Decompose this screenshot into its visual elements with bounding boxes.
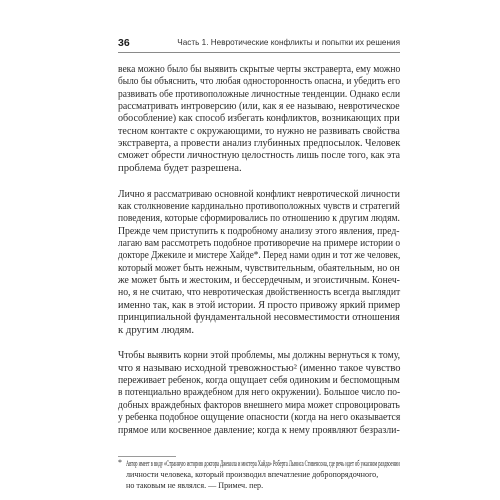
- paragraph-3-line: в потенциально враждебном для него окружении). Большое число по-: [118, 387, 401, 399]
- paragraph-3-line: прямое или косвенное давление; когда к нему проявляют безразли-: [118, 424, 400, 436]
- paragraph-1-line: века можно было бы выявить скрытые черты экстраверта, ему можно: [118, 64, 401, 75]
- header-rule: [118, 52, 400, 53]
- running-title: Часть 1. Невротические конфликты и попытки их решения: [177, 38, 400, 47]
- paragraph-1-line: рассматривать интроверсию (или, как я ее называю, невротическое: [118, 101, 400, 112]
- paragraph-2-line: поведения, которые сформировались по отношению к другим людям.: [118, 213, 400, 225]
- paragraph-1-line: сможет обрести личностную целостность лишь после того, как эта: [118, 150, 401, 162]
- paragraph-2-line: Лично я рассматриваю основной конфликт невротической личности: [118, 188, 400, 200]
- paragraph-3-line: что я называю исходной тревожностью² (именно такое чувство: [118, 362, 401, 374]
- footnote-line: Автор имеет в виду «Странную историю доктора Джекила и мистера Хайда» Роберта Льюиса Стивенсона, где речь идет об ужасном раздвоении: [126, 459, 400, 468]
- paragraph-2-line: к другим людям.: [118, 324, 195, 336]
- paragraph-3-line: переживает ребенок, когда ощущает себя одиноким и беспомощным: [118, 375, 400, 387]
- footnote-rule: [118, 456, 176, 457]
- footnote-marker: *: [118, 458, 122, 467]
- paragraph-1-line: обособление) как способ избегать конфликтов, возникающих при: [118, 113, 400, 125]
- paragraph-1-line: тесном контакте с окружающими, то нужно не развивать свойства: [118, 125, 400, 137]
- paragraph-2-line: же может быть и жестоким, и бессердечным, и эгоистичным. Конеч-: [118, 275, 400, 287]
- page-number: 36: [118, 37, 130, 49]
- paragraph-1-line: развивать обе противоположные личностные тенденции. Однако если: [118, 88, 401, 100]
- paragraph-2-line: который может быть нежным, чувствительным, обаятельным, но он: [118, 262, 400, 274]
- paragraph-2-line: принципиальной фундаментальной несовместимости отношения: [118, 312, 400, 324]
- page-header: [118, 37, 400, 53]
- paragraph-2-line: но, я не считаю, что невротическая двойственность всегда выглядит: [118, 287, 401, 299]
- paragraph-3-line: добных враждебных факторов внешнего мира может спровоцировать: [118, 399, 400, 411]
- paragraph-2-line: докторе Джекиле и мистере Хайде*. Перед нами один и тот же человек,: [118, 250, 401, 262]
- footnote-line: но таковым не являлся. — Примеч. пер.: [126, 481, 264, 490]
- footnote-line: личности человека, который производил впечатление добропорядочного,: [126, 470, 379, 479]
- paragraph-3-line: Чтобы выявить корни этой проблемы, мы должны вернуться к тому,: [118, 350, 401, 362]
- paragraph-3-line: у ребенка подобное ощущение опасности (когда на него оказывается: [118, 412, 401, 424]
- paragraph-1-line: экстраверта, а провести анализ глубинных предпосылок. Человек: [118, 138, 401, 150]
- paragraph-1-line: было бы объяснить, что любая односторонность опасна, и убедить его: [118, 76, 401, 88]
- paragraph-2-line: именно так, как в этой истории. Я просто привожу яркий пример: [118, 299, 401, 311]
- paragraph-2-line: как столкновение кардинально противоположных чувств и стратегий: [118, 201, 400, 212]
- paragraph-1-line: проблема будет разрешена.: [118, 162, 242, 174]
- paragraph-2-line: Прежде чем приступить к подробному анализу этого явления, пред-: [118, 225, 400, 237]
- paragraph-2-line: лагаю вам рассмотреть подобное противоречие на примере истории о: [118, 238, 401, 249]
